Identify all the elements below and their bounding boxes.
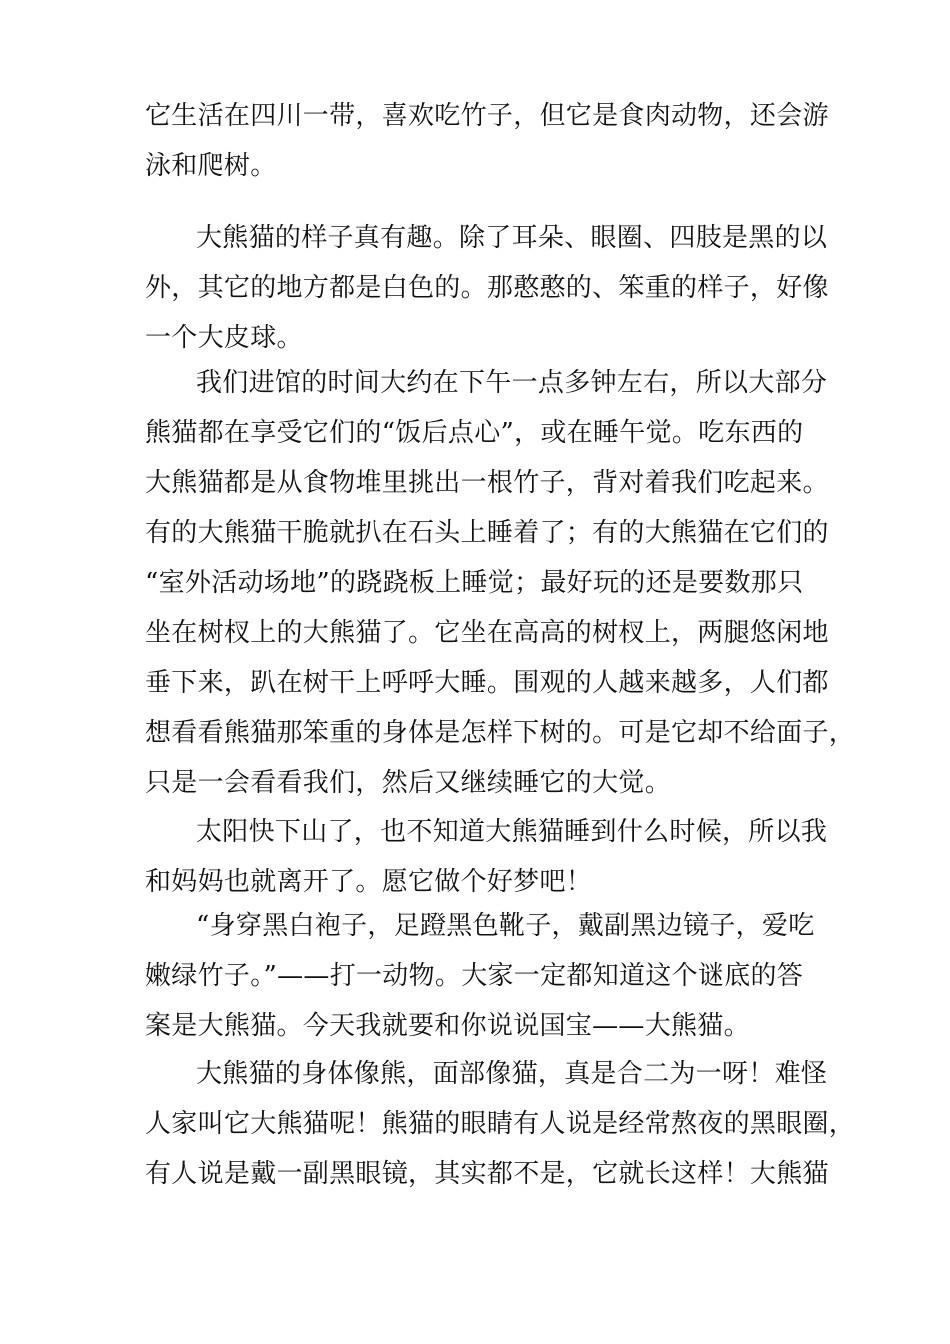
text-line: 它生活在四川一带，喜欢吃竹子，但它是食肉动物，还会游 [145,101,829,131]
text-line: 只是一会看看我们，然后又继续睡它的大觉。 [145,768,672,798]
paragraph-start-line: 太阳快下山了，也不知道大熊猫睡到什么时候，所以我 [196,817,828,847]
text-line: 坐在树杈上的大熊猫了。它坐在高高的树杈上，两腿悠闲地 [145,618,829,648]
text-line: 大熊猫都是从食物堆里挑出一根竹子，背对着我们吃起来。 [145,468,829,498]
text-line: 案是大熊猫。今天我就要和你说说国宝——大熊猫。 [145,1011,750,1041]
text-line: 人家叫它大熊猫呢！熊猫的眼睛有人说是经常熬夜的黑眼圈， [145,1109,856,1139]
text-line: “室外活动场地”的跷跷板上睡觉；最好玩的还是要数那只 [145,568,804,598]
text-line: 和妈妈也就离开了。愿它做个好梦吧！ [145,867,593,897]
paragraph-start-line: “身穿黑白袍子，足蹬黑色靴子，戴副黑边镜子，爱吃 [196,911,815,941]
paragraph-start-line: 大熊猫的身体像熊，面部像猫，真是合二为一呀！难怪 [196,1059,828,1089]
text-line: 想看看熊猫那笨重的身体是怎样下树的。可是它却不给面子， [145,718,856,748]
text-line: 有人说是戴一副黑眼镜，其实都不是，它就长这样！大熊猫 [145,1159,829,1189]
paragraph-start-line: 我们进馆的时间大约在下午一点多钟左右，所以大部分 [196,368,828,398]
text-line: 有的大熊猫干脆就扒在石头上睡着了；有的大熊猫在它们的 [145,518,829,548]
text-line: 一个大皮球。 [145,323,303,353]
text-line: 外，其它的地方都是白色的。那憨憨的、笨重的样子，好像 [145,273,829,303]
text-line: 嫩绿竹子。”——打一动物。大家一定都知道这个谜底的答 [145,961,804,991]
text-line: 熊猫都在享受它们的“饭后点心”，或在睡午觉。吃东西的 [145,418,804,448]
text-line: 垂下来，趴在树干上呼呼大睡。围观的人越来越多，人们都 [145,668,829,698]
paragraph-start-line: 大熊猫的样子真有趣。除了耳朵、眼圈、四肢是黑的以 [196,223,828,253]
text-line: 泳和爬树。 [145,151,277,181]
